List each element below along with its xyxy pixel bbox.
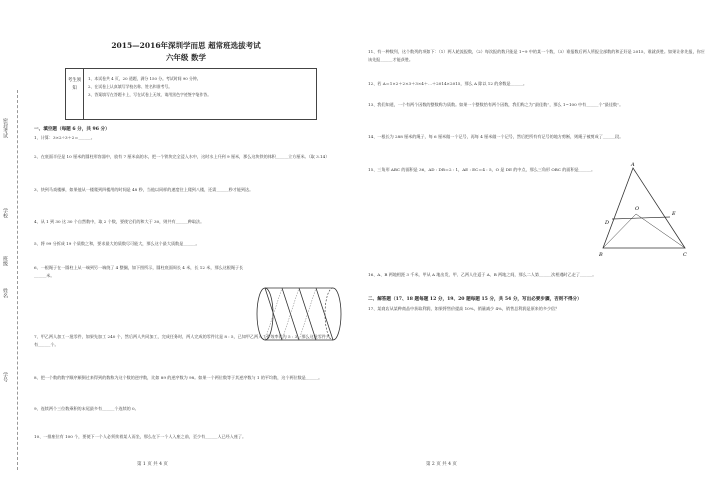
question-14: 14、一根长为 288 厘米的绳子，每 6 厘米做一个记号，再每 4 厘米做一个记号，然后把所有有记号的地方剪断，则绳子被剪成了______段。 <box>368 134 624 139</box>
sidebar-label: 学号 <box>2 372 8 382</box>
question-7: 7、甲乙两人加工一批零件，如果先加工 240 个，然后两人共同加工，完成任务时，两人完成的零件比是 8 : 5，已知甲乙两人工作效率比为 5 : 3，那么这批零件共有______个。 <box>34 334 330 347</box>
page-footer: 第 2 页 共 4 页 <box>426 462 457 467</box>
question-4: 4、从 1 到 30 这 30 个自然数中，取 2 个数，要使它们的和大于 30，则共有______种取法。 <box>34 219 205 224</box>
vertex-label: D <box>605 220 610 226</box>
notes-heading: 考生须知 <box>66 69 84 119</box>
left-page <box>27 0 345 503</box>
sidebar-label: 密封考试 <box>2 118 8 138</box>
question-17: 17、某商店从某种商品中获取利润，如果将售价提高 10%，销量减少 4%，销售总利润是原来的多少倍？ <box>368 306 560 311</box>
question-5: 5、将 99 分拆成 19 个质数之和，要求最大的质数尽可能大，那么这个最大质数是______。 <box>34 241 200 246</box>
question-11: 11、有一种数列，这个数列的项如下：（1）两人轮流报数，（2）每次报的数只能是 1~9 中的某一个数，（3）谁报数后两人所报全部数的和正好是 2015，谁就获胜。如果让你先报，你应该先报______才能获胜。 <box>368 49 705 62</box>
vertex-label: B <box>599 252 603 258</box>
question-6: 6、一根绳子在一圆柱上从一端到另一端绕了 4 整圈，如下图所示，圆柱底面周长 4 米，长 12 米，那么这根绳子长______米。 <box>34 265 244 278</box>
page-title: 2015—2016年深圳学而思 超常班选拔考试 <box>111 41 261 50</box>
question-9: 9、连续两个三位数乘积的末尾最多有______个连续的 0。 <box>34 406 139 411</box>
section-heading: 一、填空题（每题 6 分，共 96 分） <box>34 127 110 132</box>
page-subtitle: 六年级 数学 <box>165 53 207 62</box>
question-16: 16、A、B 两地相距 3 千米，甲从 A 地出发，甲、乙两人往返于 A、B 两地之间，那么二人第______次相遇时乙走了______。 <box>368 272 597 277</box>
question-3: 3、快到马戏楼梯，如果他从一楼爬到四楼用的时间是 48 秒，当他以同样的速度往上爬到八楼，还需______秒才能到达。 <box>34 187 254 192</box>
cut-line <box>17 90 18 470</box>
vertex-label: A <box>631 162 635 168</box>
question-12: 12、若 A＝1×2＋2×3＋3×4＋…＋2014×2015，那么 A 除以 12 的余数是______。 <box>368 81 527 86</box>
page-footer: 第 1 页 共 4 页 <box>137 462 168 467</box>
note-item: 1、本试卷共 4 页，20 道题，满分 150 分。考试时间 90 分钟。 <box>88 76 201 81</box>
exam-notes-box <box>65 68 317 120</box>
note-item: 2、在试卷上认真填写学校名称、姓名和准考号。 <box>88 83 173 89</box>
vertex-label: E <box>672 211 676 217</box>
vertex-label: O <box>635 206 640 212</box>
sidebar-label: 班级 <box>2 256 8 266</box>
question-13: 13、我们知道，一个有两个因数的整数称为质数。如果一个整数恰有两个因数，我们称之为“最佳数”，那么 1~100 中有______个“最佳数”。 <box>368 102 624 107</box>
sidebar-label: 学校 <box>2 208 8 218</box>
question-8: 8、把一个数的数字顺序颠倒过来得到的数称为这个数的逆序数，比如 89 的逆序数为 98。如果一个两位数等于其逆序数与 1 的平均数，这个两位数是______。 <box>34 375 323 380</box>
sidebar-label: 姓名 <box>2 288 8 298</box>
question-2: 2、在底面半径是 10 厘米的圆柱形容器中，放有 7 厘米高的水，把一个铁块完全浸入水中，这时水上升到 9 厘米，那么这块铁的体积______立方厘米。（取 3.14） <box>34 154 330 159</box>
triangle-figure <box>599 158 691 258</box>
notes-list <box>88 75 211 98</box>
section-heading: 二、解答题（17、18 题每题 12 分，19、20 题每题 15 分，共 54 分，写出必要步骤，否则不得分） <box>368 297 582 302</box>
question-10: 10、一排座位有 100 个，要使下一个人必须挨着某人而坐，那么在下一个人入座之前，至少有______人已经入座了。 <box>34 434 247 439</box>
vertex-label: C <box>683 252 687 258</box>
right-page <box>361 0 706 503</box>
binding-margin <box>0 0 22 503</box>
question-15: 15、三角形 ABC 的面积是 36，AD : DB＝2 : 1，AE : EC＝4 : 5，O 是 DE 的中点，那么三角形 OBC 的面积是______。 <box>368 167 596 172</box>
question-1: 1、计算：3×2÷3＋2＝______。 <box>34 135 95 140</box>
note-item: 3、答案填写在答题卡上，写在试卷上无效，请用黑色字迹签字笔作答。 <box>88 91 212 97</box>
